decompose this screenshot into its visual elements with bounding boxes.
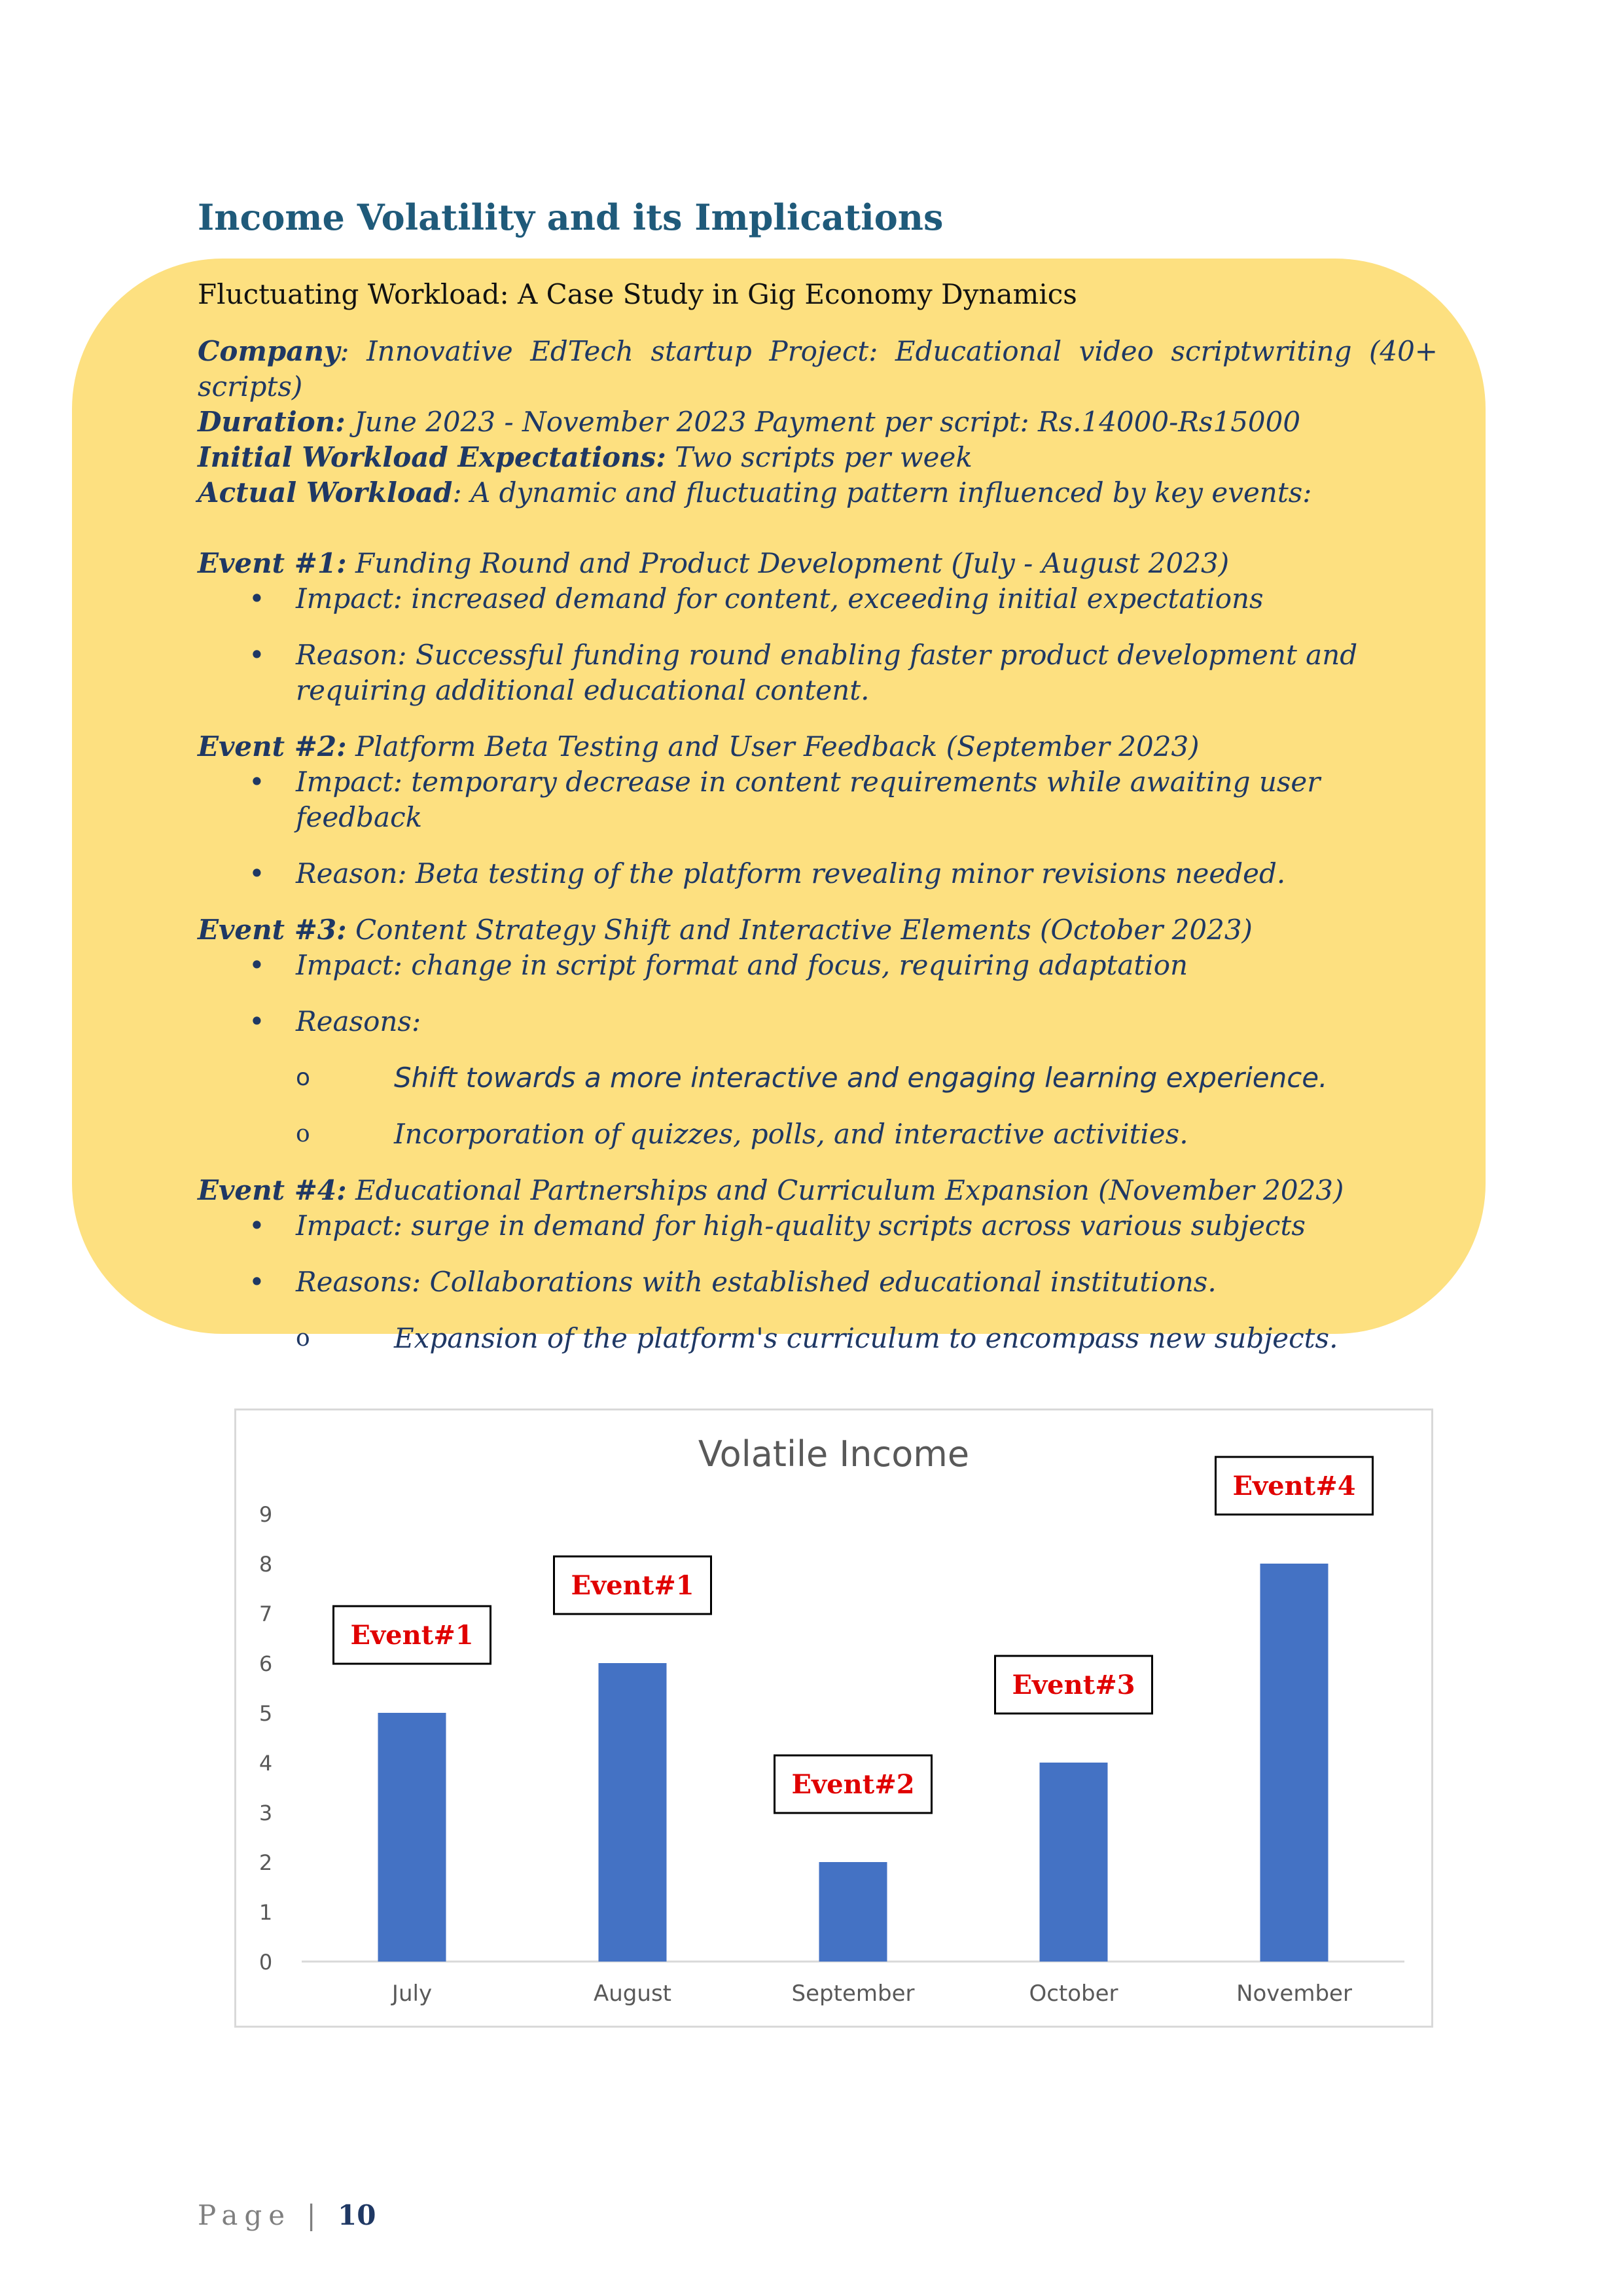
y-tick-label: 8 — [259, 1552, 273, 1577]
y-tick-label: 3 — [259, 1801, 273, 1825]
event-3-bullets — [198, 948, 1438, 1152]
bar-september — [819, 1862, 887, 1962]
annotation-label: Event#4 — [1232, 1471, 1356, 1501]
y-tick-label: 7 — [259, 1602, 273, 1626]
list-item: • Impact: increased demand for content, exceeding initial expectations — [198, 581, 1438, 617]
x-tick-label: August — [594, 1981, 671, 2007]
list-item — [198, 1004, 1438, 1152]
x-tick-label: October — [1029, 1981, 1118, 2007]
event-4-sub-bullets — [198, 1321, 1438, 1356]
company-text: : Innovative EdTech startup Project: Educational video scriptwriting (40+ scripts) — [198, 335, 1438, 403]
duration-line — [198, 404, 1438, 440]
list-item: • Impact: temporary decrease in content requirements while awaiting user feedback — [198, 764, 1438, 835]
project-info — [198, 334, 1438, 511]
event-4-heading — [198, 1173, 1438, 1208]
page-number: 10 — [338, 2199, 376, 2231]
list-item: • Reason: Successful funding round enabling faster product development and requiring additional educational content. — [198, 637, 1438, 708]
case-study-subtitle: Fluctuating Workload: A Case Study in Gig Economy Dynamics — [198, 278, 1077, 310]
initial-workload-text: Two scripts per week — [666, 441, 972, 473]
initial-workload-label: Initial Workload Expectations: — [198, 441, 666, 473]
event-1-bullets — [198, 581, 1438, 708]
event-2-label: Event #2: — [198, 730, 347, 762]
event-3-sub-bullets — [198, 1060, 1438, 1152]
reasons-text: Reasons: Collaborations with established educational institutions. — [296, 1266, 1217, 1298]
bar-november — [1260, 1564, 1329, 1962]
event-3-label: Event #3: — [198, 914, 347, 946]
x-tick-label: November — [1236, 1981, 1352, 2007]
annotation-label: Event#2 — [791, 1769, 915, 1800]
sub-list-item: o Incorporation of quizzes, polls, and interactive activities. — [296, 1117, 1438, 1152]
event-2-title: Platform Beta Testing and User Feedback (September 2023) — [346, 730, 1200, 762]
sub-list-item: o Expansion of the platform's curriculum to encompass new subjects. — [296, 1321, 1438, 1356]
volatile-income-chart — [234, 1408, 1433, 2028]
list-item: • Impact: change in script format and focus, requiring adaptation — [198, 948, 1438, 983]
y-tick-label: 6 — [259, 1651, 273, 1676]
event-3-title: Content Strategy Shift and Interactive Elements (October 2023) — [346, 914, 1253, 946]
y-tick-label: 4 — [259, 1751, 273, 1776]
page-footer: Page | 10 — [198, 2199, 376, 2231]
bar-july — [378, 1713, 446, 1962]
y-tick-label: 9 — [259, 1502, 273, 1527]
chart-svg — [236, 1410, 1431, 2026]
company-line — [198, 334, 1438, 404]
event-1-heading — [198, 546, 1438, 581]
y-tick-label: 1 — [259, 1900, 273, 1925]
y-tick-label: 0 — [259, 1950, 273, 1975]
bar-october — [1040, 1763, 1108, 1962]
actual-workload-label: Actual Workload — [198, 476, 453, 509]
company-label: Company — [198, 335, 340, 367]
annotation-label: Event#1 — [350, 1620, 474, 1651]
event-3-heading — [198, 912, 1438, 948]
x-tick-label: September — [791, 1981, 915, 2007]
event-2-bullets — [198, 764, 1438, 891]
actual-workload-line — [198, 475, 1438, 511]
page-heading: Income Volatility and its Implications — [198, 196, 944, 238]
event-4-title: Educational Partnerships and Curriculum Expansion (November 2023) — [346, 1174, 1344, 1206]
case-study-content — [198, 278, 1438, 1377]
annotation-label: Event#1 — [571, 1570, 694, 1601]
event-4-label: Event #4: — [198, 1174, 347, 1206]
actual-workload-text: : A dynamic and fluctuating pattern influenced by key events: — [452, 476, 1312, 509]
event-2-heading — [198, 729, 1438, 764]
bar-august — [599, 1663, 667, 1962]
event-4-bullets — [198, 1208, 1438, 1356]
duration-label: Duration: — [198, 406, 346, 438]
chart-title: Volatile Income — [698, 1433, 970, 1475]
list-item: • Reason: Beta testing of the platform revealing minor revisions needed. — [198, 856, 1438, 891]
annotation-label: Event#3 — [1012, 1670, 1135, 1700]
reasons-label: Reasons: — [296, 1005, 421, 1037]
event-1-title: Funding Round and Product Development (July - August 2023) — [346, 547, 1230, 579]
y-tick-label: 2 — [259, 1850, 273, 1875]
page-word: Page — [198, 2199, 292, 2231]
x-tick-label: July — [391, 1981, 433, 2007]
list-item: • Impact: surge in demand for high-quality scripts across various subjects — [198, 1208, 1438, 1244]
event-1-label: Event #1: — [198, 547, 347, 579]
initial-workload-line — [198, 440, 1438, 475]
y-tick-label: 5 — [259, 1701, 273, 1726]
list-item — [198, 1265, 1438, 1356]
duration-text: June 2023 - November 2023 Payment per script: Rs.14000-Rs15000 — [345, 406, 1301, 438]
sub-list-item: o Shift towards a more interactive and engaging learning experience. — [296, 1060, 1438, 1096]
